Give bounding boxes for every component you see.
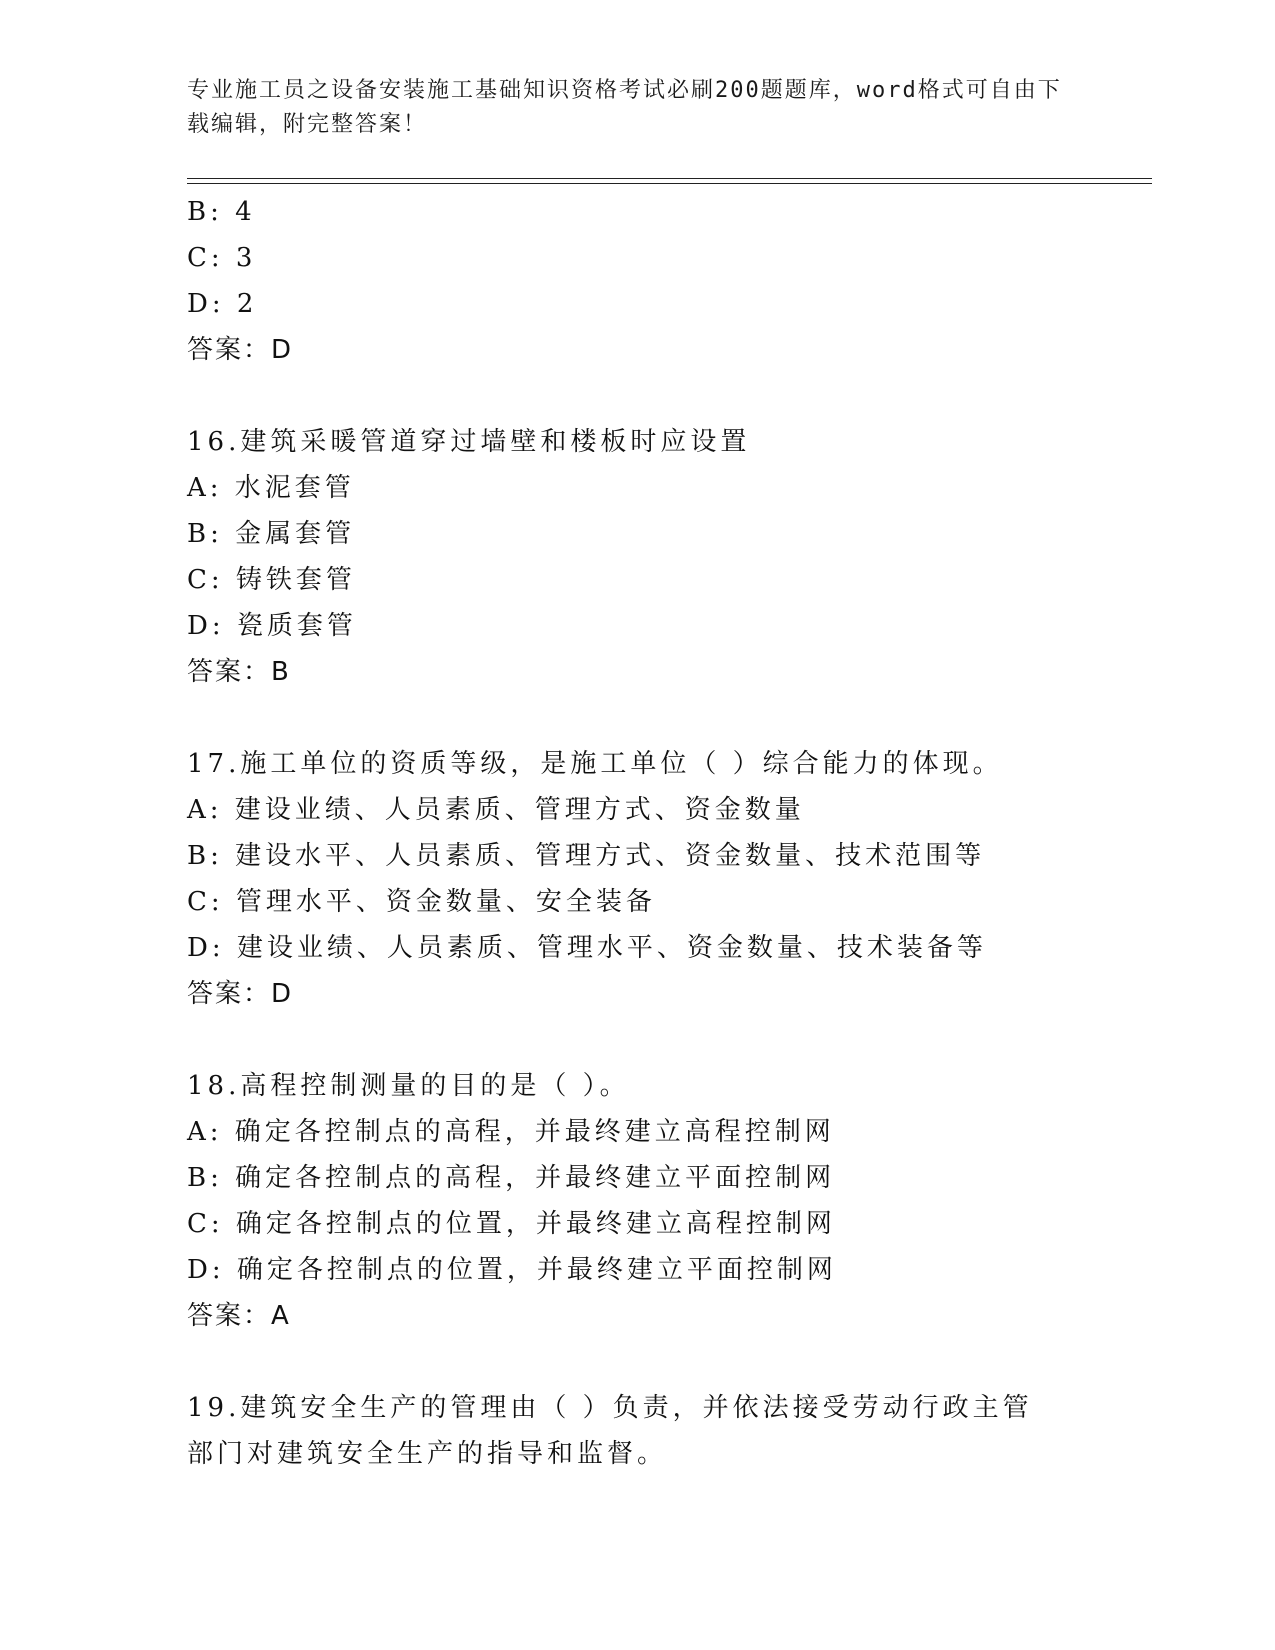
question-15-tail (187, 189, 1147, 373)
option-a: A: 建设业绩、人员素质、管理方式、资金数量 (187, 795, 805, 825)
option-b: B: 金属套管 (187, 519, 356, 549)
question-list (187, 189, 1147, 1477)
document-header: 专业施工员之设备安装施工基础知识资格考试必刷200题题库，word格式可自由下载编辑，附完整答案！ (187, 78, 1062, 137)
option-a: A: 确定各控制点的高程，并最终建立高程控制网 (187, 1117, 835, 1147)
option-b: B: 建设水平、人员素质、管理方式、资金数量、技术范围等 (187, 841, 986, 871)
question-stem: 16.建筑采暖管道穿过墙壁和楼板时应设置 (187, 427, 751, 457)
option-c: C: 确定各控制点的位置，并最终建立高程控制网 (187, 1209, 836, 1239)
question-19 (187, 1385, 1147, 1477)
option-c: C: 铸铁套管 (187, 565, 356, 595)
answer-line: 答案：D (187, 335, 294, 365)
question-stem: 18.高程控制测量的目的是（ ）。 (187, 1071, 630, 1101)
option-a: A: 水泥套管 (187, 473, 355, 503)
option-c: C: 管理水平、资金数量、安全装备 (187, 887, 656, 917)
answer-line: 答案：B (187, 657, 291, 687)
option-d: D: 确定各控制点的位置，并最终建立平面控制网 (187, 1255, 837, 1285)
option-d: D: 瓷质套管 (187, 611, 357, 641)
question-17 (187, 741, 1147, 1017)
question-16 (187, 419, 1147, 695)
option-d: D: 建设业绩、人员素质、管理水平、资金数量、技术装备等 (187, 933, 987, 963)
header-rule-bottom (187, 183, 1152, 184)
option-c: C: 3 (187, 243, 257, 273)
question-stem: 17.施工单位的资质等级，是施工单位（ ）综合能力的体现。 (187, 749, 1003, 779)
option-b: B: 4 (187, 197, 256, 227)
question-18 (187, 1063, 1147, 1339)
option-b: B: 确定各控制点的高程，并最终建立平面控制网 (187, 1163, 836, 1193)
question-stem: 19.建筑安全生产的管理由（ ）负责，并依法接受劳动行政主管部门对建筑安全生产的指导和监督。 (187, 1393, 1033, 1469)
answer-line: 答案：D (187, 979, 294, 1009)
answer-line: 答案：A (187, 1301, 291, 1331)
option-d: D: 2 (187, 289, 258, 319)
header-rule-top (187, 178, 1152, 179)
